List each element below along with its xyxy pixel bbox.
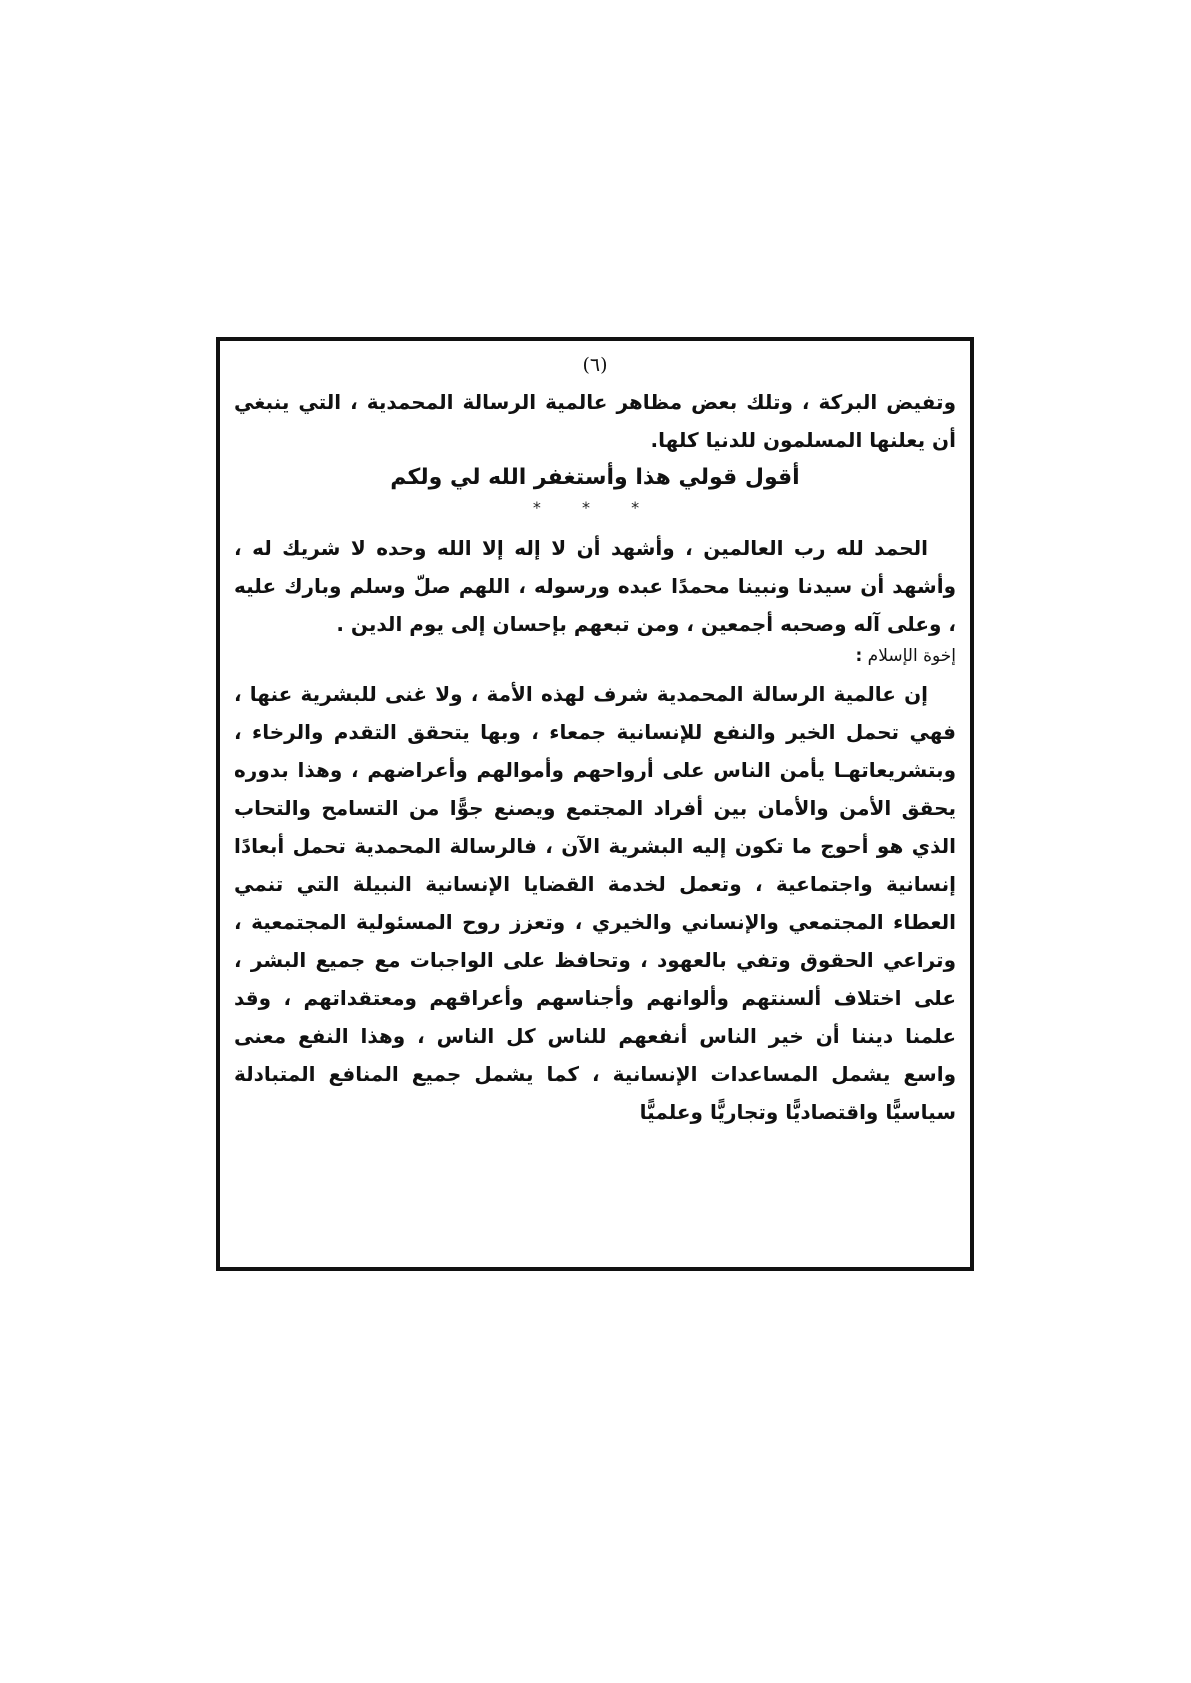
address-text: إخوة الإسلام bbox=[867, 646, 956, 666]
intro-paragraph: وتفيض البركة ، وتلك بعض مظاهر عالمية الرسالة المحمدية ، التي ينبغي أن يعلنها المسلمون للدنيا كلها. bbox=[234, 390, 956, 452]
page-number: (٦) bbox=[582, 354, 608, 376]
closing-heading: أقول قولي هذا وأستغفر الله لي ولكم bbox=[390, 465, 800, 490]
main-paragraph: إن عالمية الرسالة المحمدية شرف لهذه الأمة ، ولا غنى للبشرية عنها ، فهي تحمل الخير والنفع للإنسانية جمعاء ، وبها يتحقق التقدم والرخاء ، وبتشريعاتهـا يأمن الناس على أرواحهم وأموالهم وأعراضهم ، وهذا بدوره يحقق الأمن والأمان بين أفراد المجتمع ويصنع جوًّا من التسامح والتحاب الذي هو أحوج ما تكون إليه البشرية الآن ، فالرسالة المحمدية تحمل أبعادًا إنسانية واجتماعية ، وتعمل لخدمة القضايا الإنسانية النبيلة التي تنمي العطاء المجتمعي والإنساني والخيري ، وتعزز روح المسئولية المجتمعية ، وتراعي الحقوق وتفي بالعهود ، وتحافظ على الواجبات مع جميع البشر ، على اختلاف ألسنتهم وألوانهم وأجناسهم وأعراقهم ومعتقداتهم ، وقد علمنا ديننا أن خير الناس أنفعهم للناس كل الناس ، وهذا النفع معنى واسع يشمل المساعدات الإنسانية ، كما يشمل جميع المنافع المتبادلة سياسيًّا واقتصاديًّا وتجاريًّا وعلميًّا bbox=[234, 682, 956, 1124]
separator-stars: * * * bbox=[532, 498, 658, 517]
address-line bbox=[234, 643, 956, 669]
address-colon: : bbox=[855, 646, 863, 666]
praise-paragraph: الحمد لله رب العالمين ، وأشهد أن لا إله إلا الله وحده لا شريك له ، وأشهد أن سيدنا ونبينا محمدًا عبده ورسوله ، اللهم صلّ وسلم وبارك عليه ، وعلى آله وصحبه أجمعين ، ومن تبعهم بإحسان إلى يوم الدين . bbox=[234, 536, 956, 636]
page-frame bbox=[216, 337, 974, 1271]
